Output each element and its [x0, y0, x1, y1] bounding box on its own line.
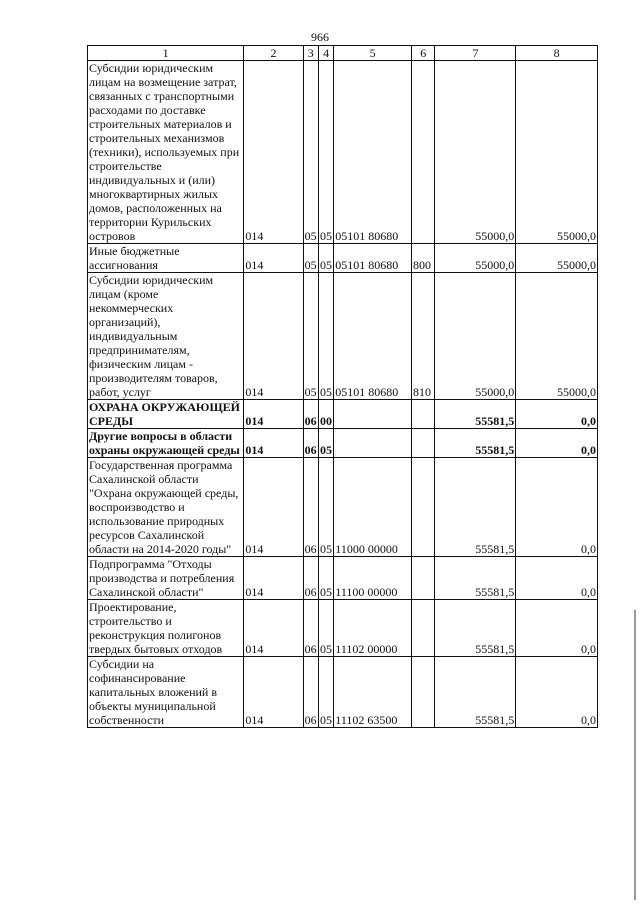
column-header: 8 — [516, 46, 598, 61]
table-row — [88, 244, 598, 273]
cell-expense-type — [411, 557, 435, 600]
cell-subsection: 05 — [318, 61, 333, 244]
table-row — [88, 273, 598, 400]
cell-subsection: 05 — [318, 244, 333, 273]
cell-amount-2: 0,0 — [516, 458, 598, 557]
cell-name: Субсидии юридическим лицам (кроме некоммерческих организаций), индивидуальным предпринимателям, физическим лицам - производителям товаров, работ, услуг — [88, 273, 244, 400]
cell-name: Государственная программа Сахалинской области "Охрана окружающей среды, воспроизводство и использование природных ресурсов Сахалинской области на 2014-2020 годы" — [88, 458, 244, 557]
cell-subsection: 05 — [318, 458, 333, 557]
cell-ministry: 014 — [244, 557, 303, 600]
cell-target-article: 05101 80680 — [334, 273, 412, 400]
cell-target-article — [334, 429, 412, 458]
cell-ministry: 014 — [244, 400, 303, 429]
cell-expense-type: 810 — [411, 273, 435, 400]
cell-name: Иные бюджетные ассигнования — [88, 244, 244, 273]
cell-section: 06 — [303, 600, 318, 657]
cell-amount-1: 55581,5 — [435, 600, 516, 657]
cell-amount-2: 0,0 — [516, 600, 598, 657]
cell-amount-1: 55581,5 — [435, 458, 516, 557]
cell-subsection: 05 — [318, 273, 333, 400]
cell-section: 06 — [303, 657, 318, 728]
cell-section: 06 — [303, 458, 318, 557]
cell-amount-1: 55581,5 — [435, 400, 516, 429]
cell-expense-type — [411, 429, 435, 458]
table-row — [88, 400, 598, 429]
cell-name: Другие вопросы в области охраны окружающей среды — [88, 429, 244, 458]
cell-amount-1: 55581,5 — [435, 657, 516, 728]
table-row — [88, 61, 598, 244]
cell-name: Субсидии юридическим лицам на возмещение затрат, связанных с транспортными расходами по доставке строительных материалов и строительных механизмов (техники), используемых при строительстве индивидуальных и (или) многоквартирных жилых домов, расположенных на территории Курильских островов — [88, 61, 244, 244]
column-number-row — [88, 46, 598, 61]
cell-subsection: 05 — [318, 600, 333, 657]
table-body — [88, 46, 598, 728]
cell-amount-2: 55000,0 — [516, 61, 598, 244]
cell-section: 05 — [303, 61, 318, 244]
table-row — [88, 657, 598, 728]
cell-target-article: 11102 63500 — [334, 657, 412, 728]
budget-table — [87, 45, 598, 728]
cell-amount-1: 55000,0 — [435, 244, 516, 273]
cell-ministry: 014 — [244, 244, 303, 273]
cell-amount-2: 0,0 — [516, 557, 598, 600]
cell-ministry: 014 — [244, 600, 303, 657]
cell-ministry: 014 — [244, 458, 303, 557]
cell-target-article: 11100 00000 — [334, 557, 412, 600]
cell-target-article: 11102 00000 — [334, 600, 412, 657]
cell-amount-1: 55581,5 — [435, 429, 516, 458]
cell-expense-type — [411, 458, 435, 557]
table-row — [88, 429, 598, 458]
column-header: 1 — [88, 46, 244, 61]
cell-name: Субсидии на софинансирование капитальных вложений в объекты муниципальной собственности — [88, 657, 244, 728]
cell-section: 05 — [303, 244, 318, 273]
cell-name: Проектирование, строительство и реконструкция полигонов твердых бытовых отходов — [88, 600, 244, 657]
cell-subsection: 05 — [318, 429, 333, 458]
cell-target-article — [334, 400, 412, 429]
cell-section: 06 — [303, 557, 318, 600]
cell-amount-2: 0,0 — [516, 657, 598, 728]
page-number: 966 — [311, 30, 329, 44]
column-header: 6 — [411, 46, 435, 61]
cell-subsection: 05 — [318, 657, 333, 728]
cell-ministry: 014 — [244, 657, 303, 728]
cell-section: 06 — [303, 400, 318, 429]
cell-amount-1: 55000,0 — [435, 273, 516, 400]
cell-target-article: 05101 80680 — [334, 61, 412, 244]
cell-amount-2: 55000,0 — [516, 244, 598, 273]
column-header: 5 — [334, 46, 412, 61]
cell-amount-1: 55581,5 — [435, 557, 516, 600]
cell-expense-type — [411, 657, 435, 728]
table-row — [88, 557, 598, 600]
scan-edge-mark — [634, 610, 636, 900]
cell-amount-2: 0,0 — [516, 429, 598, 458]
cell-name: ОХРАНА ОКРУЖАЮЩЕЙ СРЕДЫ — [88, 400, 244, 429]
column-header: 4 — [318, 46, 333, 61]
cell-section: 06 — [303, 429, 318, 458]
cell-ministry: 014 — [244, 429, 303, 458]
cell-name: Подпрограмма "Отходы производства и потребления Сахалинской области" — [88, 557, 244, 600]
cell-expense-type: 800 — [411, 244, 435, 273]
cell-expense-type — [411, 61, 435, 244]
cell-target-article: 11000 00000 — [334, 458, 412, 557]
cell-amount-1: 55000,0 — [435, 61, 516, 244]
column-header: 2 — [244, 46, 303, 61]
cell-ministry: 014 — [244, 273, 303, 400]
column-header: 3 — [303, 46, 318, 61]
cell-amount-2: 0,0 — [516, 400, 598, 429]
table-row — [88, 600, 598, 657]
cell-section: 05 — [303, 273, 318, 400]
cell-amount-2: 55000,0 — [516, 273, 598, 400]
column-header: 7 — [435, 46, 516, 61]
cell-expense-type — [411, 400, 435, 429]
cell-subsection: 05 — [318, 557, 333, 600]
cell-expense-type — [411, 600, 435, 657]
cell-target-article: 05101 80680 — [334, 244, 412, 273]
cell-ministry: 014 — [244, 61, 303, 244]
table-row — [88, 458, 598, 557]
cell-subsection: 00 — [318, 400, 333, 429]
